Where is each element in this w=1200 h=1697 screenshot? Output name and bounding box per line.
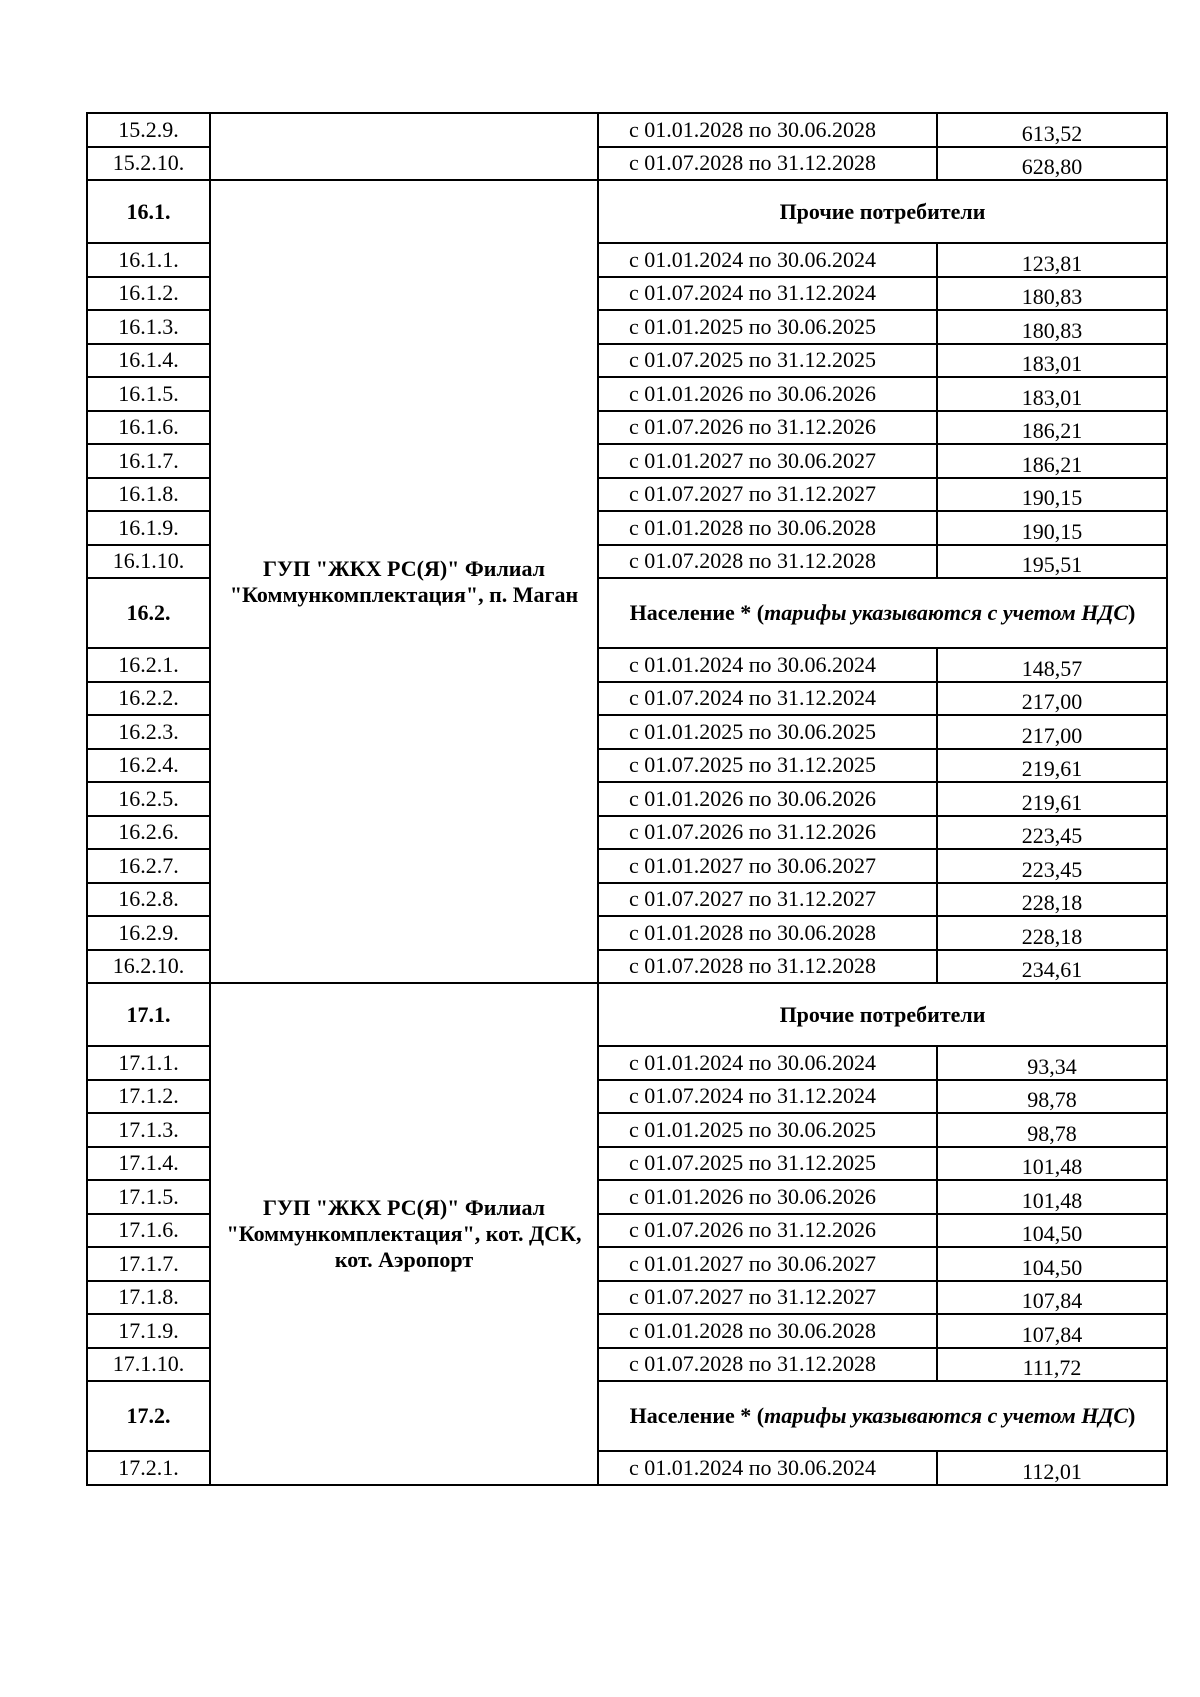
row-number: 16.1.9. xyxy=(87,511,210,545)
tariff-period: с 01.01.2028 по 30.06.2028 xyxy=(598,1314,937,1348)
row-number: 16.2.10. xyxy=(87,950,210,984)
tariff-value: 613,52 xyxy=(937,113,1167,147)
tariff-period: с 01.07.2027 по 31.12.2027 xyxy=(598,478,937,512)
row-number: 15.2.10. xyxy=(87,147,210,181)
tariff-value: 93,34 xyxy=(937,1046,1167,1080)
section-number: 16.1. xyxy=(87,180,210,243)
section-number: 16.2. xyxy=(87,578,210,648)
row-number: 16.2.6. xyxy=(87,816,210,850)
tariff-period: с 01.07.2027 по 31.12.2027 xyxy=(598,1281,937,1315)
row-number: 16.2.9. xyxy=(87,916,210,950)
tariff-value: 217,00 xyxy=(937,682,1167,716)
organization-name: ГУП "ЖКХ РС(Я)" Филиал "Коммункомплектация", п. Маган xyxy=(210,180,598,983)
row-number: 16.1.7. xyxy=(87,444,210,478)
tariff-period: с 01.01.2024 по 30.06.2024 xyxy=(598,1046,937,1080)
row-number: 16.2.7. xyxy=(87,849,210,883)
tariff-value: 219,61 xyxy=(937,782,1167,816)
section-title-other: Прочие потребители xyxy=(598,983,1167,1046)
population-label: Население * ( xyxy=(629,600,765,625)
section-title-population xyxy=(598,1381,1167,1451)
population-label: Население * ( xyxy=(629,1403,765,1428)
row-number: 16.1.8. xyxy=(87,478,210,512)
row-number: 16.2.1. xyxy=(87,648,210,682)
row-number: 16.1.6. xyxy=(87,411,210,445)
tariff-period: с 01.01.2027 по 30.06.2027 xyxy=(598,444,937,478)
tariff-value: 217,00 xyxy=(937,715,1167,749)
tariff-value: 104,50 xyxy=(937,1247,1167,1281)
closing-paren: ) xyxy=(1128,1403,1136,1428)
closing-paren: ) xyxy=(1128,600,1136,625)
section-header-row xyxy=(87,180,1167,243)
tariff-value: 228,18 xyxy=(937,883,1167,917)
row-number: 17.1.1. xyxy=(87,1046,210,1080)
tariff-period: с 01.07.2025 по 31.12.2025 xyxy=(598,749,937,783)
vat-note: тарифы указываются с учетом НДС xyxy=(764,1403,1129,1428)
row-number: 16.2.2. xyxy=(87,682,210,716)
tariff-period: с 01.07.2026 по 31.12.2026 xyxy=(598,1214,937,1248)
tariff-value: 180,83 xyxy=(937,310,1167,344)
tariff-value: 195,51 xyxy=(937,545,1167,579)
tariff-period: с 01.01.2024 по 30.06.2024 xyxy=(598,648,937,682)
tariff-period: с 01.07.2026 по 31.12.2026 xyxy=(598,411,937,445)
tariff-period: с 01.07.2025 по 31.12.2025 xyxy=(598,344,937,378)
tariff-period: с 01.07.2028 по 31.12.2028 xyxy=(598,147,937,181)
tariff-period: с 01.07.2025 по 31.12.2025 xyxy=(598,1147,937,1181)
organization-name: ГУП "ЖКХ РС(Я)" Филиал "Коммункомплектация", кот. ДСК, кот. Аэропорт xyxy=(210,983,598,1485)
row-number: 16.1.5. xyxy=(87,377,210,411)
tariff-period: с 01.01.2025 по 30.06.2025 xyxy=(598,310,937,344)
tariff-value: 98,78 xyxy=(937,1113,1167,1147)
row-number: 17.1.10. xyxy=(87,1348,210,1382)
row-number: 16.1.1. xyxy=(87,243,210,277)
tariff-value: 98,78 xyxy=(937,1080,1167,1114)
row-number: 17.1.8. xyxy=(87,1281,210,1315)
tariff-value: 183,01 xyxy=(937,344,1167,378)
section-title-other: Прочие потребители xyxy=(598,180,1167,243)
row-number: 17.1.9. xyxy=(87,1314,210,1348)
row-number: 17.1.5. xyxy=(87,1180,210,1214)
row-number: 16.1.10. xyxy=(87,545,210,579)
tariff-value: 107,84 xyxy=(937,1281,1167,1315)
tariff-period: с 01.07.2028 по 31.12.2028 xyxy=(598,545,937,579)
tariff-value: 186,21 xyxy=(937,411,1167,445)
tariff-period: с 01.07.2024 по 31.12.2024 xyxy=(598,277,937,311)
row-number: 16.2.8. xyxy=(87,883,210,917)
row-number: 16.1.4. xyxy=(87,344,210,378)
tariff-period: с 01.01.2027 по 30.06.2027 xyxy=(598,849,937,883)
tariff-value: 111,72 xyxy=(937,1348,1167,1382)
tariff-value: 183,01 xyxy=(937,377,1167,411)
tariff-value: 101,48 xyxy=(937,1147,1167,1181)
tariff-period: с 01.01.2026 по 30.06.2026 xyxy=(598,782,937,816)
row-number: 16.2.3. xyxy=(87,715,210,749)
tariff-period: с 01.01.2025 по 30.06.2025 xyxy=(598,1113,937,1147)
tariff-period: с 01.07.2027 по 31.12.2027 xyxy=(598,883,937,917)
tariff-value: 123,81 xyxy=(937,243,1167,277)
section-header-row xyxy=(87,983,1167,1046)
section-title-population xyxy=(598,578,1167,648)
tariff-period: с 01.07.2024 по 31.12.2024 xyxy=(598,1080,937,1114)
tariff-value: 628,80 xyxy=(937,147,1167,181)
tariff-value: 112,01 xyxy=(937,1451,1167,1485)
tariff-value: 180,83 xyxy=(937,277,1167,311)
tariff-period: с 01.07.2024 по 31.12.2024 xyxy=(598,682,937,716)
tariff-period: с 01.01.2028 по 30.06.2028 xyxy=(598,113,937,147)
row-number: 16.2.5. xyxy=(87,782,210,816)
row-number: 15.2.9. xyxy=(87,113,210,147)
vat-note: тарифы указываются с учетом НДС xyxy=(764,600,1129,625)
tariff-table-body xyxy=(87,113,1167,1485)
row-number: 17.1.3. xyxy=(87,1113,210,1147)
row-number: 17.1.6. xyxy=(87,1214,210,1248)
row-number: 17.1.7. xyxy=(87,1247,210,1281)
section-number: 17.1. xyxy=(87,983,210,1046)
tariff-period: с 01.07.2026 по 31.12.2026 xyxy=(598,816,937,850)
tariff-period: с 01.01.2026 по 30.06.2026 xyxy=(598,1180,937,1214)
tariff-period: с 01.01.2026 по 30.06.2026 xyxy=(598,377,937,411)
tariff-value: 101,48 xyxy=(937,1180,1167,1214)
row-number: 16.1.3. xyxy=(87,310,210,344)
tariff-period: с 01.01.2028 по 30.06.2028 xyxy=(598,916,937,950)
table-row xyxy=(87,113,1167,147)
row-number: 16.1.2. xyxy=(87,277,210,311)
row-number: 17.1.2. xyxy=(87,1080,210,1114)
tariff-value: 228,18 xyxy=(937,916,1167,950)
org-cell-empty xyxy=(210,113,598,180)
tariff-period: с 01.07.2028 по 31.12.2028 xyxy=(598,950,937,984)
row-number: 17.1.4. xyxy=(87,1147,210,1181)
tariff-value: 107,84 xyxy=(937,1314,1167,1348)
tariff-value: 234,61 xyxy=(937,950,1167,984)
tariff-value: 190,15 xyxy=(937,511,1167,545)
row-number: 17.2.1. xyxy=(87,1451,210,1485)
tariff-period: с 01.01.2028 по 30.06.2028 xyxy=(598,511,937,545)
tariff-period: с 01.01.2024 по 30.06.2024 xyxy=(598,243,937,277)
tariff-value: 190,15 xyxy=(937,478,1167,512)
tariff-value: 186,21 xyxy=(937,444,1167,478)
tariff-value: 223,45 xyxy=(937,816,1167,850)
tariff-value: 104,50 xyxy=(937,1214,1167,1248)
section-number: 17.2. xyxy=(87,1381,210,1451)
tariff-period: с 01.01.2027 по 30.06.2027 xyxy=(598,1247,937,1281)
tariff-value: 219,61 xyxy=(937,749,1167,783)
tariff-table xyxy=(86,112,1168,1486)
tariff-period: с 01.07.2028 по 31.12.2028 xyxy=(598,1348,937,1382)
tariff-period: с 01.01.2024 по 30.06.2024 xyxy=(598,1451,937,1485)
tariff-period: с 01.01.2025 по 30.06.2025 xyxy=(598,715,937,749)
tariff-value: 223,45 xyxy=(937,849,1167,883)
row-number: 16.2.4. xyxy=(87,749,210,783)
tariff-value: 148,57 xyxy=(937,648,1167,682)
